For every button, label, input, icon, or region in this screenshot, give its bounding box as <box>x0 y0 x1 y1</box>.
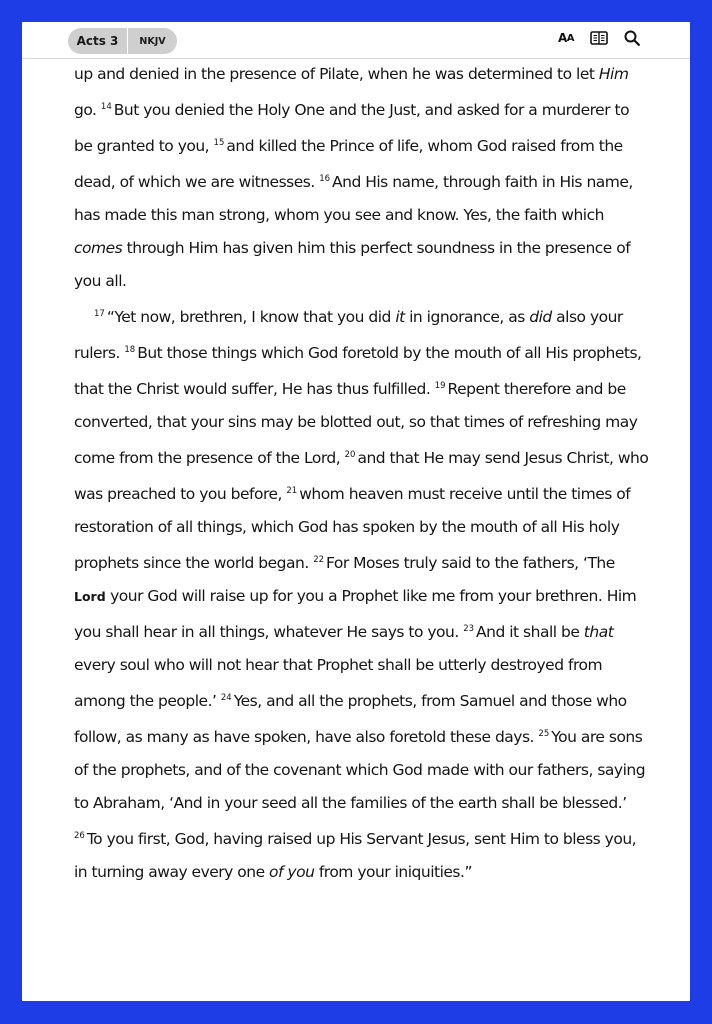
search-icon[interactable] <box>624 30 640 46</box>
reference-selector <box>68 28 177 54</box>
verse-text: You are sons of the prophets, and of the covenant which God made with our fathers, saying to Abraham, ‘And in your seed all the families of the earth shall be blessed.’ <box>74 728 646 812</box>
verse-number[interactable]: 23 <box>463 624 475 634</box>
verse-number[interactable]: 21 <box>286 486 298 496</box>
verse-text: Yes, and all the prophets, from Samuel and those who follow, as many as have spoken, have also foretold these days. <box>74 692 627 746</box>
text-size-small-letter: A <box>566 32 574 44</box>
version-button[interactable]: NKJV <box>139 35 166 47</box>
verse-text: every soul who will not hear that Prophet shall be utterly destroyed from among the people.’ <box>74 656 603 710</box>
verse-number[interactable]: 22 <box>313 555 325 565</box>
verse-text: Repent therefore and be converted, that your sins may be blotted out, so that times of refreshing may come from the presence of the Lord, <box>74 380 638 467</box>
small-caps-lord: Lord <box>74 589 106 604</box>
verse-text: from your iniquities.” <box>314 863 472 881</box>
verse-number[interactable]: 16 <box>319 174 331 184</box>
verse-text: through Him has given him this perfect soundness in the presence of you all. <box>74 239 631 290</box>
book-chapter-button[interactable]: Acts 3 <box>76 34 119 48</box>
text-size-icon[interactable] <box>558 31 574 45</box>
verse-text: and killed the Prince of life, whom God raised from the dead, of which we are witnesses. <box>74 137 623 191</box>
italic-text: of you <box>269 863 315 881</box>
verse-text: up and denied in the presence of Pilate, when he was determined to let <box>74 65 599 83</box>
verse-text: But you denied the Holy One and the Just, and asked for a murderer to be granted to you, <box>74 101 630 155</box>
verse-number[interactable]: 14 <box>100 102 112 112</box>
verse-text: also your rulers. <box>74 308 623 362</box>
passage-text <box>74 58 649 889</box>
verse-number[interactable]: 17 <box>94 309 105 319</box>
verse-text: go. <box>74 101 97 119</box>
verse-text: To you first, God, having raised up His Servant Jesus, sent Him to bless you, in turning away every one <box>74 830 637 881</box>
paragraph <box>74 298 649 889</box>
italic-text: that <box>583 623 614 641</box>
italic-text: did <box>529 308 552 326</box>
verse-text: But those things which God foretold by the mouth of all His prophets, that the Christ would suffer, He has thus fulfilled. <box>74 344 642 398</box>
verse-text: your God will raise up for you a Prophet like me from your brethren. Him you shall hear in all things, whatever He says to you. <box>74 587 637 641</box>
text-size-big-letter: A <box>557 31 567 45</box>
verse-number[interactable]: 25 <box>538 729 550 739</box>
verse-text: whom heaven must receive until the times of restoration of all things, which God has spoken by the mouth of all His holy prophets since the world began. <box>74 485 631 572</box>
italic-text: Him <box>598 65 629 83</box>
top-toolbar <box>22 22 690 59</box>
verse-number[interactable]: 24 <box>220 693 232 703</box>
parallel-view-icon[interactable] <box>590 31 608 45</box>
verse-number[interactable]: 18 <box>124 345 136 355</box>
verse-text: “Yet now, brethren, I know that you did <box>106 308 396 326</box>
reader-page <box>22 22 690 1001</box>
toolbar-actions <box>558 30 640 46</box>
verse-number[interactable]: 26 <box>74 831 85 841</box>
verse-text: And it shall be <box>476 623 584 641</box>
verse-number[interactable]: 15 <box>213 138 225 148</box>
verse-text: and that He may send Jesus Christ, who was preached to you before, <box>74 449 649 503</box>
verse-text: For Moses truly said to the fathers, ‘The <box>326 554 615 572</box>
verse-number[interactable]: 19 <box>434 381 446 391</box>
italic-text: it <box>395 308 405 326</box>
paragraph <box>74 58 649 298</box>
italic-text: comes <box>74 239 123 257</box>
verse-text: in ignorance, as <box>404 308 530 326</box>
verse-text: And His name, through faith in His name, has made this man strong, whom you see and know. Yes, the faith which <box>74 173 633 224</box>
verse-number[interactable]: 20 <box>344 450 356 460</box>
